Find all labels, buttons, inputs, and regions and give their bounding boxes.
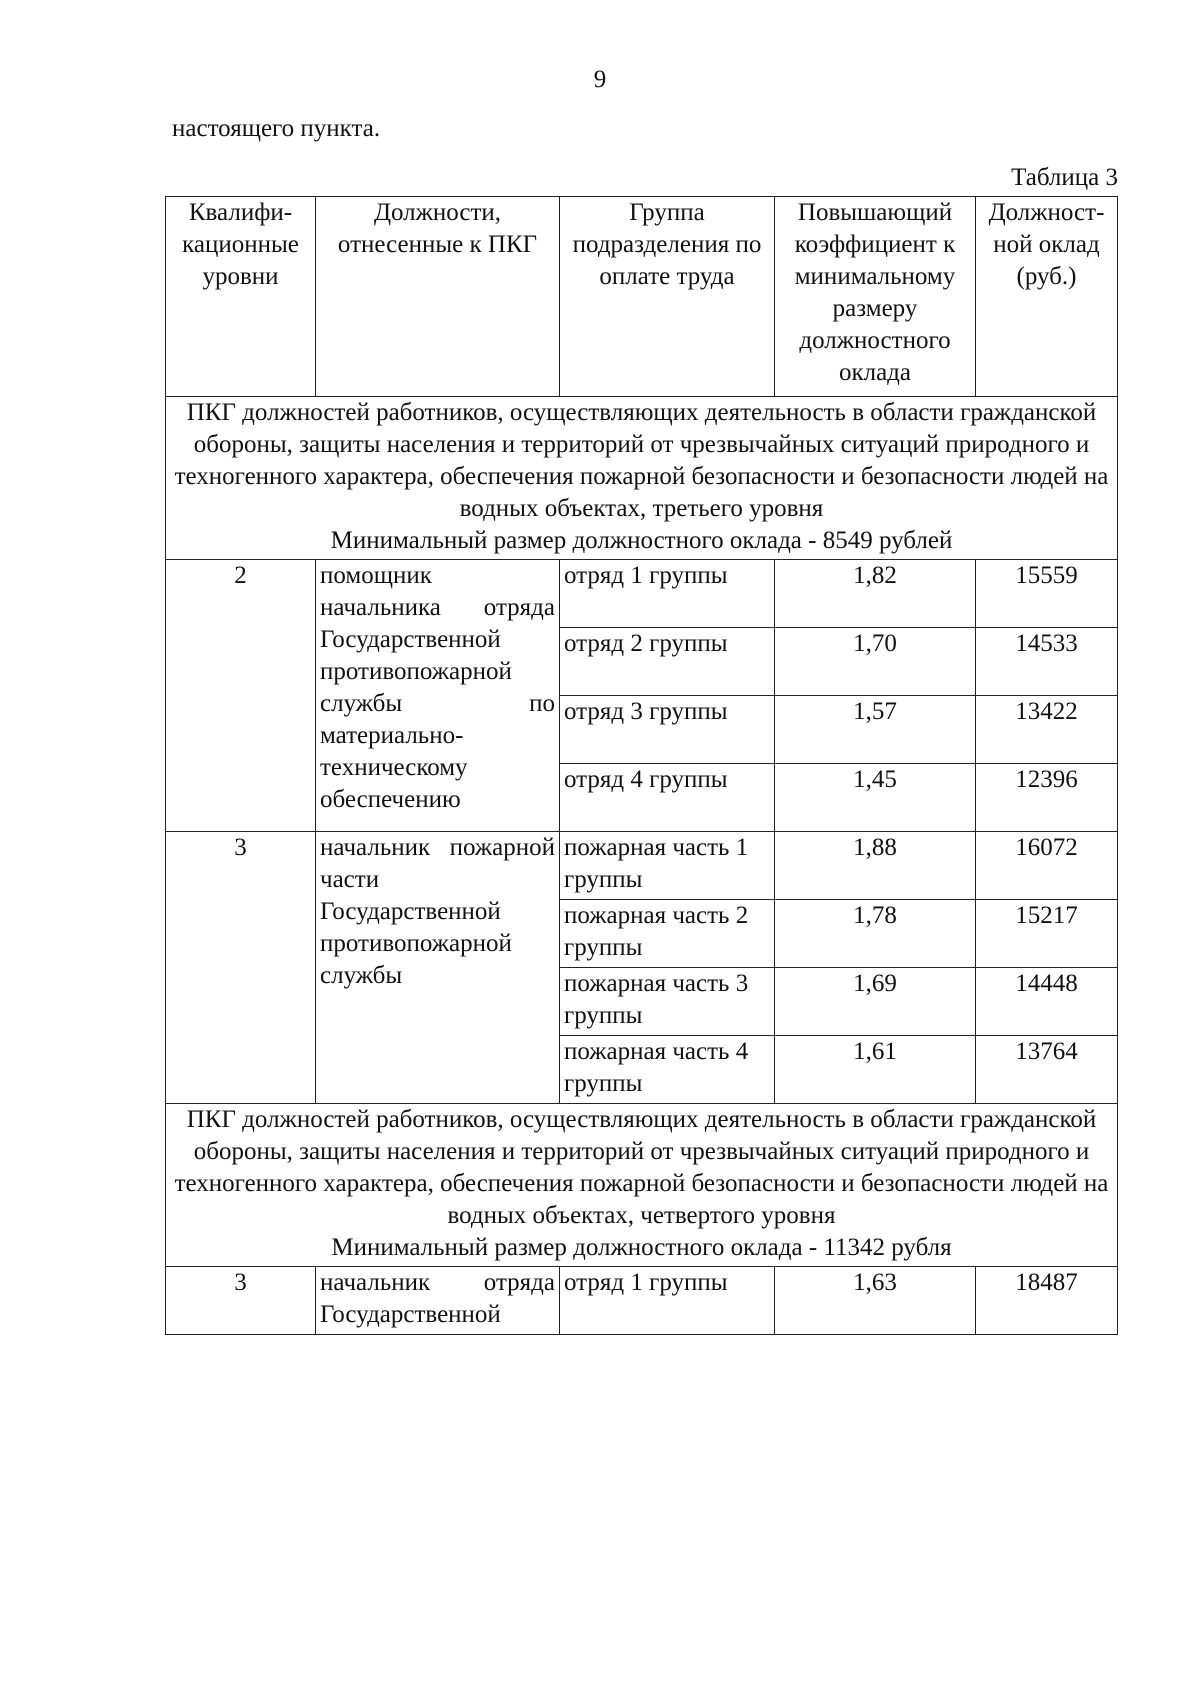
coefficient-cell: 1,57 bbox=[775, 696, 976, 764]
salary-cell: 14448 bbox=[976, 968, 1118, 1036]
position-cell: помощник начальника отряда Государственной противопожарной службы по материально-техническому обеспечению bbox=[316, 560, 560, 832]
section-min-salary: Минимальный размер должностного оклада - 11342 рубля bbox=[331, 1234, 952, 1261]
salary-table bbox=[165, 196, 1118, 1335]
coefficient-cell: 1,61 bbox=[775, 1036, 976, 1104]
table-row bbox=[166, 832, 1118, 900]
intro-text: настоящего пункта. bbox=[172, 115, 381, 142]
coefficient-cell: 1,82 bbox=[775, 560, 976, 628]
position-cell: начальник отряда Государственной bbox=[316, 1267, 560, 1335]
page-number: 9 bbox=[593, 66, 607, 93]
header-row bbox=[166, 197, 1118, 397]
table-caption: Таблица 3 bbox=[1011, 164, 1118, 191]
section-title: ПКГ должностей работников, осуществляющих деятельность в области гражданской обороны, защиты населения и территорий от чрезвычайных ситуаций природного и техногенного характера, обеспечения пожарной безопасности и безопасности людей на водных объектах, третьего уровня bbox=[174, 399, 1109, 522]
salary-cell: 14533 bbox=[976, 628, 1118, 696]
header-group: Группа подразделения по оплате труда bbox=[560, 197, 775, 397]
qual-level-cell: 2 bbox=[166, 560, 316, 832]
section-row-third-level bbox=[166, 397, 1118, 560]
group-cell: отряд 3 группы bbox=[560, 696, 775, 764]
salary-cell: 15559 bbox=[976, 560, 1118, 628]
group-cell: пожарная часть 1 группы bbox=[560, 832, 775, 900]
coefficient-cell: 1,45 bbox=[775, 764, 976, 832]
group-cell: пожарная часть 4 группы bbox=[560, 1036, 775, 1104]
group-cell: отряд 1 группы bbox=[560, 560, 775, 628]
coefficient-cell: 1,88 bbox=[775, 832, 976, 900]
group-cell: пожарная часть 3 группы bbox=[560, 968, 775, 1036]
coefficient-cell: 1,78 bbox=[775, 900, 976, 968]
salary-cell: 13422 bbox=[976, 696, 1118, 764]
section-row-fourth-level bbox=[166, 1104, 1118, 1267]
group-cell: отряд 4 группы bbox=[560, 764, 775, 832]
qual-level-cell: 3 bbox=[166, 1267, 316, 1335]
header-coefficient: Повышающий коэффициент к минимальному размеру должностного оклада bbox=[775, 197, 976, 397]
section-title: ПКГ должностей работников, осуществляющих деятельность в области гражданской обороны, защиты населения и территорий от чрезвычайных ситуаций природного и техногенного характера, обеспечения пожарной безопасности и безопасности людей на водных объектах, четвертого уровня bbox=[174, 1106, 1109, 1229]
salary-cell: 15217 bbox=[976, 900, 1118, 968]
header-qual-level: Квалифи-кационные уровни bbox=[166, 197, 316, 397]
qual-level-cell: 3 bbox=[166, 832, 316, 1104]
table-row bbox=[166, 560, 1118, 628]
group-cell: пожарная часть 2 группы bbox=[560, 900, 775, 968]
section-min-salary: Минимальный размер должностного оклада - 8549 рублей bbox=[330, 527, 953, 554]
coefficient-cell: 1,69 bbox=[775, 968, 976, 1036]
table-row bbox=[166, 1267, 1118, 1335]
header-salary: Должност-ной оклад (руб.) bbox=[976, 197, 1118, 397]
position-cell: начальник пожарной части Государственной противопожарной службы bbox=[316, 832, 560, 1104]
salary-cell: 16072 bbox=[976, 832, 1118, 900]
group-cell: отряд 2 группы bbox=[560, 628, 775, 696]
group-cell: отряд 1 группы bbox=[560, 1267, 775, 1335]
coefficient-cell: 1,63 bbox=[775, 1267, 976, 1335]
salary-cell: 12396 bbox=[976, 764, 1118, 832]
coefficient-cell: 1,70 bbox=[775, 628, 976, 696]
salary-cell: 18487 bbox=[976, 1267, 1118, 1335]
header-positions: Должности, отнесенные к ПКГ bbox=[316, 197, 560, 397]
salary-cell: 13764 bbox=[976, 1036, 1118, 1104]
